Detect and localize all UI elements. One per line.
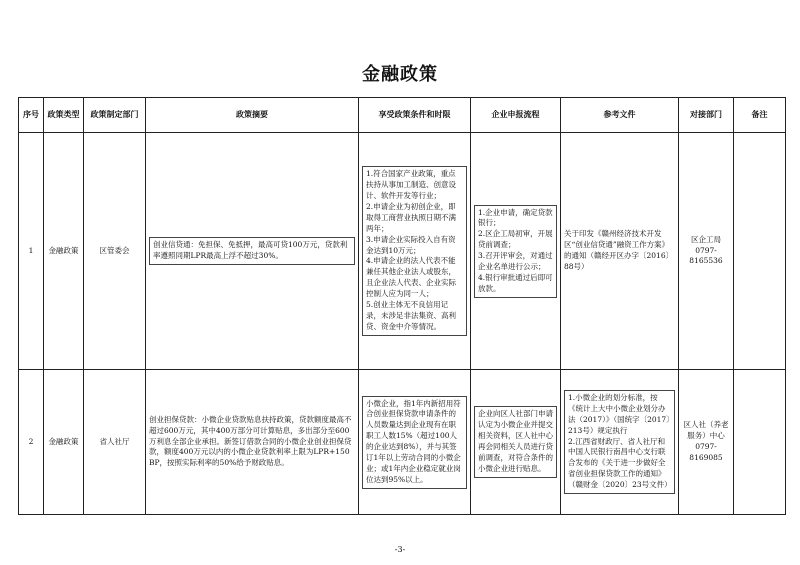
policy-table bbox=[18, 97, 786, 515]
header-reference: 参考文件 bbox=[561, 98, 679, 133]
summary-text: 创业信贷通：免担保、免抵押，最高可贷100万元，贷款利率遵照同期LPR最高上浮不超过30%。 bbox=[149, 237, 355, 265]
page-number: -3- bbox=[394, 545, 406, 554]
conditions-text: 小微企业，指1年内新招用符合创业担保贷款申请条件的人员数量达到企业现有在职职工人数15%（超过100人的企业达到8%），并与其签订1年以上劳动合同的小微企业；或1年内企业稳定就业岗位达到95%以上。 bbox=[362, 396, 467, 489]
cell-dept: 区管委会 bbox=[84, 133, 146, 370]
cell-type: 金融政策 bbox=[44, 370, 84, 515]
page-title: 金融政策 bbox=[362, 64, 438, 85]
cell-conditions bbox=[359, 370, 471, 515]
header-summary: 政策摘要 bbox=[146, 98, 359, 133]
table-row bbox=[19, 133, 786, 370]
header-contact: 对接部门 bbox=[679, 98, 734, 133]
cell-process bbox=[471, 370, 561, 515]
table-header-row bbox=[19, 98, 786, 133]
cell-process bbox=[471, 133, 561, 370]
cell-no: 1 bbox=[19, 133, 44, 370]
cell-summary bbox=[146, 133, 359, 370]
header-dept: 政策制定部门 bbox=[84, 98, 146, 133]
cell-reference: 关于印发《赣州经济技术开发区“创业信贷通”融资工作方案》的通知（赣经开区办字〔2016〕88号） bbox=[561, 133, 679, 370]
header-process: 企业申报流程 bbox=[471, 98, 561, 133]
cell-dept: 省人社厅 bbox=[84, 370, 146, 515]
cell-no: 2 bbox=[19, 370, 44, 515]
cell-contact: 区企工局 0797- 8165536 bbox=[679, 133, 734, 370]
cell-summary: 创业担保贷款：小微企业贷款贴息扶持政策，贷款额度最高不超过600万元，其中400万部分可计算贴息，多出部分至600万利息全部企业承担。新签订借款合同的小微企业创业担保贷款，额度400万元以内的小微企业贷款利率上限为LPR+150BP，按照实际利率的50%给予财政贴息。 bbox=[146, 370, 359, 515]
process-text: 企业向区人社部门申请认定为小微企业并提交相关资料，区人社中心再会同相关人员进行贷前调查，对符合条件的小微企业进行贴息。 bbox=[474, 406, 557, 477]
cell-contact: 区人社（养老服务）中心 0797- 8169085 bbox=[679, 370, 734, 515]
cell-remark bbox=[734, 133, 786, 370]
table-row bbox=[19, 370, 786, 515]
conditions-text: 1.符合国家产业政策，重点扶持从事加工制造、创意设计、软件开发等行业； 2.申请企业为初创企业，即取得工商营业执照日期不满两年； 3.申请企业实际投入自有资金达到10万元； 4.申请企业的法人代表不能兼任其他企业法人或股东，且企业法人代表、企业实际控制人应为同一人； 5.创业主体无不良信用记录，未涉足非法集资、高利贷、资金中介等情况。 bbox=[362, 166, 467, 335]
cell-conditions bbox=[359, 133, 471, 370]
cell-type: 金融政策 bbox=[44, 133, 84, 370]
header-no: 序号 bbox=[19, 98, 44, 133]
cell-remark bbox=[734, 370, 786, 515]
process-text: 1.企业申请，确定贷款银行； 2.区企工局初审，开展贷前调查； 3.召开评审会，对通过企业名单进行公示； 4.银行审批通过后即可放款。 bbox=[474, 205, 557, 298]
cell-reference bbox=[561, 370, 679, 515]
header-remark: 备注 bbox=[734, 98, 786, 133]
header-type: 政策类型 bbox=[44, 98, 84, 133]
reference-text: 1.小微企业的划分标准，按《统计上大中小微企业划分办法（2017）》（国统字〔2017〕213号）规定执行 2.江西省财政厅、省人社厅和中国人民银行南昌中心支行联合发布的《关于进一步做好全省创业担保贷款工作的通知》（赣财金〔2020〕23号文件） bbox=[564, 390, 675, 494]
header-conditions: 享受政策条件和时限 bbox=[359, 98, 471, 133]
